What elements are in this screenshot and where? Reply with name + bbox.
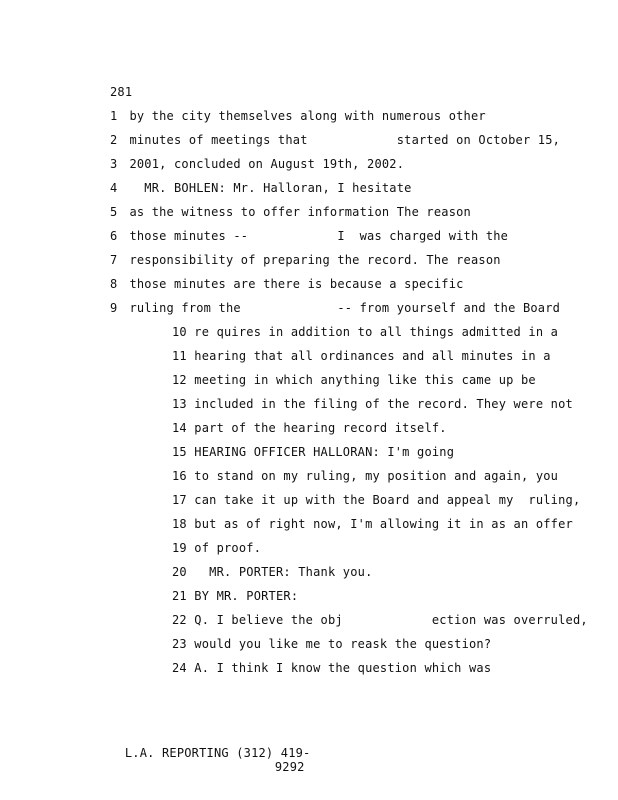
line-number: 13 (172, 397, 187, 411)
line-text: BY MR. PORTER: (194, 589, 299, 603)
line-text: but as of right now, I'm allowing it in as an offer (194, 517, 573, 531)
line-number: 19 (172, 541, 187, 555)
line-number: 7 (110, 253, 118, 267)
line-text: would you like me to reask the question? (194, 637, 492, 651)
line-text: hearing that all ordinances and all minutes in a (194, 349, 551, 363)
line-number: 6 (110, 229, 118, 243)
footer-reporter: L.A. REPORTING (312) 419- (124, 746, 311, 760)
transcript-line (110, 277, 464, 291)
line-number: 22 (172, 613, 187, 627)
line-text: Q. I believe the obj ection was overruled, (194, 613, 588, 627)
line-text: responsibility of preparing the record. The reason (129, 253, 501, 267)
line-text: as the witness to offer information The reason (129, 205, 471, 219)
transcript-line (110, 181, 412, 195)
line-text: A. I think I know the question which was (194, 661, 492, 675)
footer-phone-tail: 9292 (274, 760, 305, 774)
line-number: 3 (110, 157, 118, 171)
line-text: HEARING OFFICER HALLORAN: I'm going (194, 445, 455, 459)
line-number: 2 (110, 133, 118, 147)
transcript-line (172, 445, 454, 459)
transcript-line (110, 205, 471, 219)
line-text: can take it up with the Board and appeal my ruling, (194, 493, 581, 507)
transcript-line (172, 565, 373, 579)
line-text: MR. PORTER: Thank you. (194, 565, 373, 579)
line-text: 2001, concluded on August 19th, 2002. (129, 157, 405, 171)
transcript-line (110, 133, 560, 147)
transcript-line (172, 541, 261, 555)
line-number: 23 (172, 637, 187, 651)
line-text: included in the filing of the record. They were not (194, 397, 573, 411)
line-number: 21 (172, 589, 187, 603)
line-number: 12 (172, 373, 187, 387)
line-number: 17 (172, 493, 187, 507)
line-number: 20 (172, 565, 187, 579)
line-text: of proof. (194, 541, 262, 555)
transcript-line (172, 397, 573, 411)
line-text: MR. BOHLEN: Mr. Halloran, I hesitate (129, 181, 412, 195)
line-text: meeting in which anything like this came up be (194, 373, 536, 387)
line-text: by the city themselves along with numerous other (129, 109, 486, 123)
transcript-line (172, 661, 491, 675)
transcript-line (172, 589, 298, 603)
line-number: 18 (172, 517, 187, 531)
transcript-line (110, 301, 560, 315)
transcript-line (172, 637, 491, 651)
footer (110, 732, 310, 774)
transcript-line (172, 325, 558, 339)
line-text: minutes of meetings that started on October 15, (129, 133, 561, 147)
transcript-line (110, 229, 508, 243)
line-text: part of the hearing record itself. (194, 421, 447, 435)
line-number: 4 (110, 181, 118, 195)
line-number: 10 (172, 325, 187, 339)
line-text: ruling from the -- from yourself and the Board (129, 301, 561, 315)
transcript-line (172, 349, 551, 363)
transcript-line (172, 373, 536, 387)
line-number: 14 (172, 421, 187, 435)
line-number: 15 (172, 445, 187, 459)
transcript-line (172, 493, 580, 507)
transcript-line (110, 157, 404, 171)
line-text: to stand on my ruling, my position and again, you (194, 469, 559, 483)
line-number: 8 (110, 277, 118, 291)
transcript-line (110, 253, 501, 267)
line-number: 5 (110, 205, 118, 219)
line-number: 16 (172, 469, 187, 483)
line-text: those minutes are there is because a specific (129, 277, 464, 291)
line-number: 24 (172, 661, 187, 675)
line-text: those minutes -- I was charged with the (129, 229, 509, 243)
line-text: re quires in addition to all things admitted in a (194, 325, 559, 339)
page-number: 281 (110, 85, 133, 99)
transcript-line (172, 421, 447, 435)
line-number: 9 (110, 301, 118, 315)
transcript-line (172, 613, 588, 627)
line-number: 1 (110, 109, 118, 123)
transcript-line (110, 109, 486, 123)
transcript-line (172, 469, 558, 483)
line-number: 11 (172, 349, 187, 363)
transcript-line (172, 517, 573, 531)
